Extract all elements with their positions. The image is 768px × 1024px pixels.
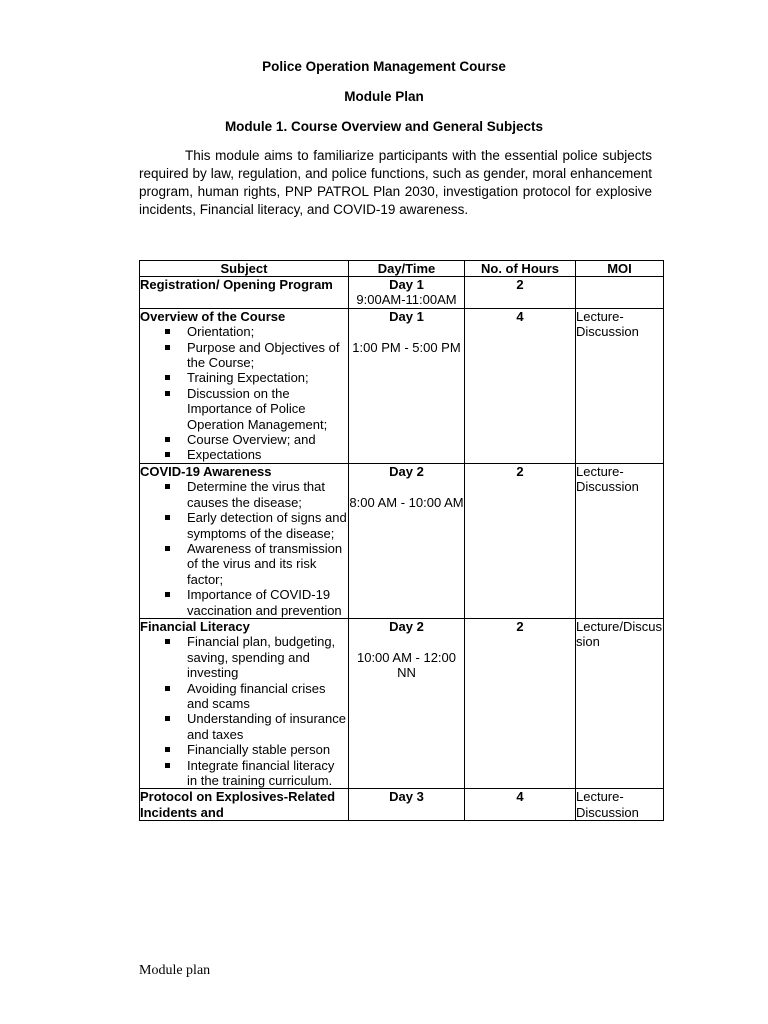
hours-cell [465,789,576,821]
table-row [140,277,664,309]
hours-value: 4 [516,789,524,805]
day-label: Day 2 [389,463,424,479]
list-item: Avoiding financial crises and scams [140,681,348,712]
footer-label: Module plan [139,963,211,978]
day-time-cell [349,463,465,618]
day-time-cell [349,789,465,821]
list-item: Financial plan, budgeting, saving, spending and investing [140,634,348,680]
topic-list [140,324,348,463]
list-item: Expectations [140,447,348,462]
hours-cell [465,618,576,788]
subject-cell [140,463,349,618]
hours-value: 2 [516,277,524,292]
hours-cell [465,277,576,309]
moi-cell [576,277,664,309]
topic-list [140,479,348,618]
column-header-hours: No. of Hours [465,261,576,277]
module-plan-table [139,260,664,821]
list-item: Course Overview; and [140,432,348,447]
day-time-cell [349,277,465,309]
time-range: 10:00 AM - 12:00 NN [356,649,456,681]
list-item: Determine the virus that causes the disease; [140,479,348,510]
subject-cell [140,789,349,821]
hours-cell [465,463,576,618]
topic-list [140,634,348,788]
list-item: Orientation; [140,324,348,339]
column-header-moi: MOI [576,261,664,277]
subject-title: Financial Literacy [140,618,250,634]
table-header-row [140,261,664,277]
subject-cell [140,618,349,788]
list-item: Understanding of insurance and taxes [140,711,348,742]
list-item: Discussion on the Importance of Police Operation Management; [140,386,348,432]
day-label: Day 3 [389,789,424,805]
subject-title: Registration/ Opening Program [140,277,333,292]
table-row [140,789,664,821]
list-item: Training Expectation; [140,370,348,385]
moi-cell: Lecture-Discussion [576,463,664,618]
day-label: Day 2 [389,618,424,634]
time-range: 8:00 AM - 10:00 AM [349,494,464,510]
time-range: 9:00AM-11:00AM [356,292,457,308]
time-range: 1:00 PM - 5:00 PM [352,339,461,355]
moi-cell: Lecture-Discussion [576,789,664,821]
course-title: Police Operation Management Course [262,59,506,74]
subject-cell [140,308,349,463]
subject-cell [140,277,349,309]
subject-title: Overview of the Course [140,308,286,324]
list-item: Financially stable person [140,742,348,757]
subject-title: COVID-19 Awareness [140,463,272,479]
day-time-cell [349,618,465,788]
module-title: Module 1. Course Overview and General Subjects [224,119,544,134]
day-time-cell [349,308,465,463]
table-row [140,463,664,618]
day-label: Day 1 [389,308,424,324]
hours-value: 2 [516,618,524,634]
module-plan-title: Module Plan [344,89,424,104]
column-header-subject: Subject [140,261,349,277]
hours-value: 2 [516,463,524,479]
list-item: Early detection of signs and symptoms of the disease; [140,510,348,541]
list-item: Importance of COVID-19 vaccination and prevention [140,587,348,618]
moi-cell: Lecture/Discussion [576,618,664,788]
list-item: Purpose and Objectives of the Course; [140,340,348,371]
moi-cell: Lecture-Discussion [576,308,664,463]
list-item: Awareness of transmission of the virus and its risk factor; [140,541,348,587]
table-row [140,618,664,788]
hours-cell [465,308,576,463]
table-row [140,308,664,463]
day-label: Day 1 [389,277,424,292]
list-item: Integrate financial literacy in the training curriculum. [140,758,348,789]
module-description: This module aims to familiarize participants with the essential police subjects required by law, regulation, and police functions, such as gender, moral enhancement program, human rights, PNP PATROL Plan 2030, investigation protocol for explosive incidents, Financial literacy, and COVID-19 awareness. [139,148,652,217]
subject-title: Protocol on Explosives-Related Incidents and [140,789,336,820]
column-header-day-time: Day/Time [349,261,465,277]
hours-value: 4 [516,308,524,324]
